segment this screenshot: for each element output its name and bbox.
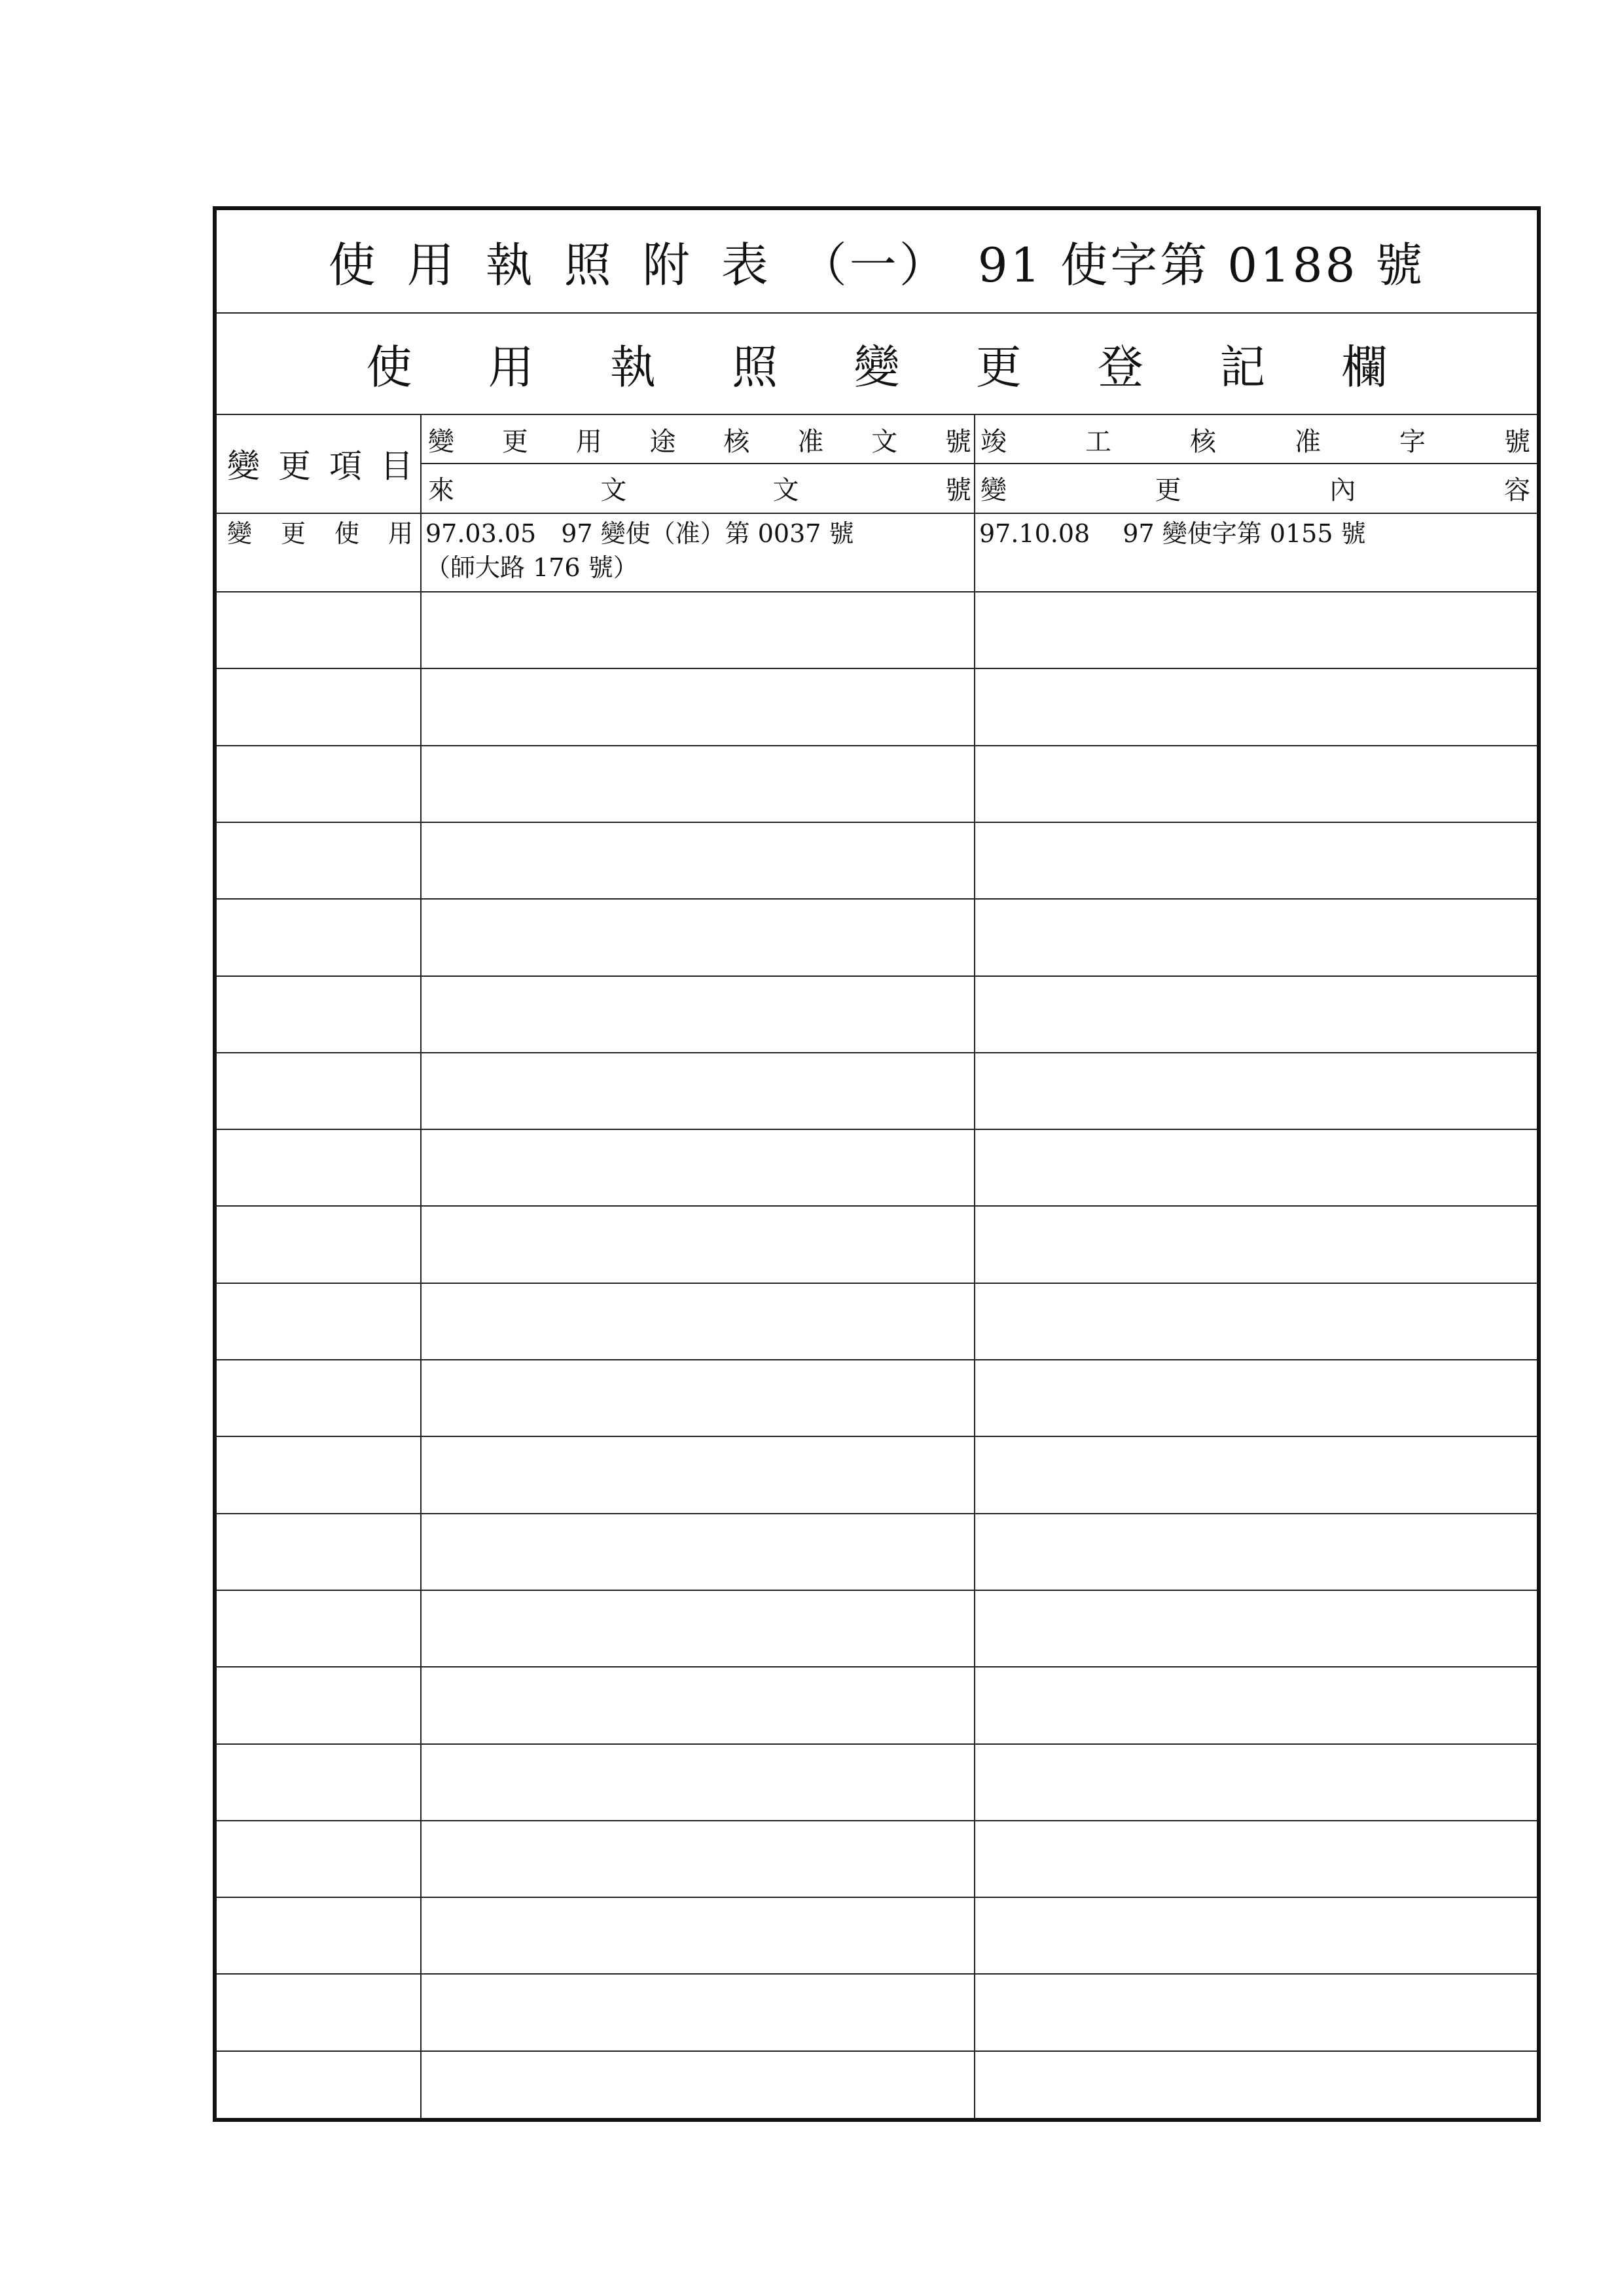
row-divider xyxy=(217,1820,1537,1821)
header-approval-doc: 變 更 用 途 核 准 文 號 xyxy=(428,426,971,457)
row-divider xyxy=(217,745,1537,746)
row-completion-no: 97.10.08 97 變使字第 0155 號 xyxy=(979,519,1366,548)
title-char: 照 xyxy=(564,238,614,293)
subtitle-char: 照 xyxy=(732,340,778,394)
title-char: 附 xyxy=(642,238,692,293)
header-completion-no: 竣 工 核 准 字 號 xyxy=(980,426,1530,457)
approval-doc-line: 97.03.05 97 變使（准）第 0037 號 xyxy=(425,519,854,548)
change-registration-form xyxy=(213,206,1541,2122)
license-number: 91 使字第 0188 號 xyxy=(977,238,1426,293)
row-divider xyxy=(217,668,1537,669)
row-divider xyxy=(217,2050,1537,2052)
row-approval-doc xyxy=(424,517,974,589)
header-incoming-doc: 來 文 文 號 xyxy=(428,475,971,505)
row-divider xyxy=(217,1666,1537,1667)
subtitle-char: 登 xyxy=(1098,340,1143,394)
row-divider xyxy=(217,822,1537,823)
title-char: 使 xyxy=(328,238,378,293)
subtitle-char: 用 xyxy=(488,340,534,394)
subtitle-char: 變 xyxy=(854,340,900,394)
row-divider xyxy=(217,1590,1537,1591)
form-subtitle xyxy=(217,314,1537,414)
form-title xyxy=(217,210,1537,312)
row-divider xyxy=(217,1052,1537,1053)
row-divider xyxy=(217,1129,1537,1130)
row-divider xyxy=(217,1973,1537,1975)
title-char: 執 xyxy=(485,238,535,293)
row-divider xyxy=(217,1436,1537,1437)
row-divider xyxy=(217,898,1537,900)
title-char: 表 xyxy=(721,238,771,293)
row-divider xyxy=(217,591,1537,592)
subtitle-char: 欄 xyxy=(1341,340,1388,394)
title-char: 用 xyxy=(406,238,457,293)
row-divider xyxy=(217,1205,1537,1207)
row-divider xyxy=(217,975,1537,977)
subtitle-char: 更 xyxy=(975,340,1022,394)
subtitle-char: 記 xyxy=(1219,340,1266,394)
subtitle-char: 執 xyxy=(610,340,656,394)
row-divider xyxy=(217,1283,1537,1284)
header-change-item: 變 更 項 目 xyxy=(227,446,413,485)
row-divider xyxy=(217,1743,1537,1745)
title-char: （一） xyxy=(799,238,949,293)
address-line: （師大路 176 號） xyxy=(425,553,638,582)
row-divider xyxy=(217,1897,1537,1898)
row-change-item: 變 更 使 用 xyxy=(227,519,413,548)
row-divider xyxy=(217,1359,1537,1360)
header-change-content: 變 更 內 容 xyxy=(980,475,1530,505)
subtitle-char: 使 xyxy=(366,340,412,394)
row-divider xyxy=(217,1513,1537,1514)
